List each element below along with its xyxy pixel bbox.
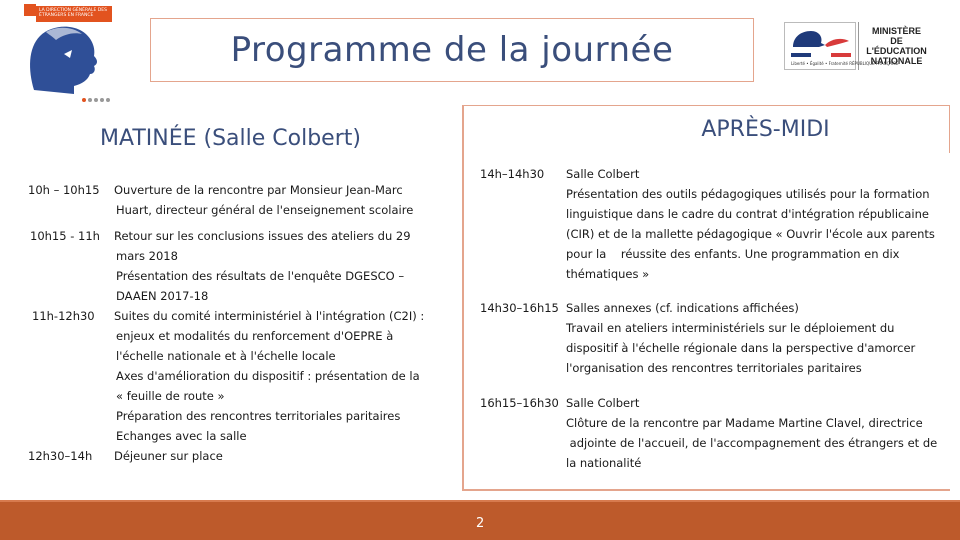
morning-description-line: Déjeuner sur place (114, 449, 223, 463)
ministry-logo (784, 22, 934, 70)
morning-description-line: mars 2018 (116, 249, 178, 263)
afternoon-description-line: Salles annexes (cf. indications affichées) (566, 301, 799, 315)
afternoon-header: APRÈS-MIDI (701, 117, 830, 142)
title-frame (150, 18, 754, 82)
afternoon-divider-left (462, 105, 464, 490)
afternoon-description-line: Salle Colbert (566, 167, 640, 181)
morning-description-line: Huart, directeur général de l'enseignement scolaire (116, 203, 414, 217)
morning-description-line: Présentation des résultats de l'enquête DGESCO – (116, 269, 405, 283)
page-number: 2 (476, 516, 485, 531)
afternoon-description-line: (CIR) et de la mallette pédagogique « Ouvrir l'école aux parents (566, 227, 935, 241)
morning-description-line: « feuille de route » (116, 389, 225, 403)
afternoon-time: 16h15–16h30 (480, 396, 559, 410)
republic-motto: Liberté • Égalité • Fraternité RÉPUBLIQUE FRANÇAISE (791, 61, 899, 66)
afternoon-divider-bottom (462, 489, 950, 491)
morning-description-line: Ouverture de la rencontre par Monsieur Jean-Marc (114, 183, 403, 197)
morning-description-line: l'échelle nationale et à l'échelle locale (116, 349, 336, 363)
afternoon-description-line: linguistique dans le cadre du contrat d'intégration républicaine (566, 207, 929, 221)
morning-description-line: Retour sur les conclusions issues des ateliers du 29 (114, 229, 411, 243)
morning-description-line: Axes d'amélioration du dispositif : présentation de la (116, 369, 420, 383)
marianne-icon (791, 29, 851, 49)
marianne-profile-icon (24, 20, 104, 98)
morning-time: 12h30–14h (28, 449, 93, 463)
afternoon-time: 14h30–16h15 (480, 301, 559, 315)
direction-logo (24, 4, 112, 104)
morning-description (114, 226, 444, 306)
morning-description-line: enjeux et modalités du renforcement d'OEPRE à (116, 329, 394, 343)
morning-time: 11h-12h30 (32, 309, 95, 323)
tricolor-flag (791, 53, 851, 57)
ministry-line-2: DE L'ÉDUCATION (866, 36, 927, 56)
morning-description-line: DAAEN 2017-18 (116, 289, 209, 303)
afternoon-description-line: Présentation des outils pédagogiques utilisés pour la formation (566, 187, 930, 201)
afternoon-description (566, 298, 936, 378)
afternoon-description-line: thématiques » (566, 267, 650, 281)
morning-time: 10h15 - 11h (30, 229, 100, 243)
ministry-line-3: NATIONALE (870, 56, 923, 66)
morning-description (114, 446, 444, 466)
afternoon-description-line: pour la réussite des enfants. Une programmation en dix (566, 247, 900, 261)
afternoon-time: 14h–14h30 (480, 167, 545, 181)
morning-description (114, 306, 444, 446)
morning-description-line: Echanges avec la salle (116, 429, 247, 443)
afternoon-description-line: Travail en ateliers interministériels sur le déploiement du (566, 321, 895, 335)
afternoon-description-line: Clôture de la rencontre par Madame Martine Clavel, directrice (566, 416, 923, 430)
morning-header: MATINÉE (Salle Colbert) (100, 126, 361, 151)
morning-description-line: Suites du comité interministériel à l'intégration (C2I) : (114, 309, 425, 323)
morning-description (114, 180, 444, 220)
afternoon-description (566, 164, 936, 284)
afternoon-description-line: adjointe de l'accueil, de l'accompagnement des étrangers et de (566, 436, 938, 450)
morning-description-line: Préparation des rencontres territoriales paritaires (116, 409, 401, 423)
page-title: Programme de la journée (230, 30, 674, 70)
ministry-line-1: MINISTÈRE (871, 26, 921, 36)
afternoon-description-line: l'organisation des rencontres territoriales paritaires (566, 361, 862, 375)
logo-dots (82, 98, 110, 102)
logo-badge: LA DIRECTION GÉNÉRALE DES ÉTRANGERS EN FRANCE (36, 6, 112, 22)
afternoon-header-frame (462, 105, 950, 153)
afternoon-description-line: Salle Colbert (566, 396, 640, 410)
afternoon-description-line: la nationalité (566, 456, 642, 470)
morning-time: 10h – 10h15 (28, 183, 100, 197)
afternoon-description-line: dispositif à l'échelle régionale dans la perspective d'amorcer (566, 341, 916, 355)
logo-orange-square (24, 4, 36, 16)
afternoon-description (566, 393, 936, 473)
